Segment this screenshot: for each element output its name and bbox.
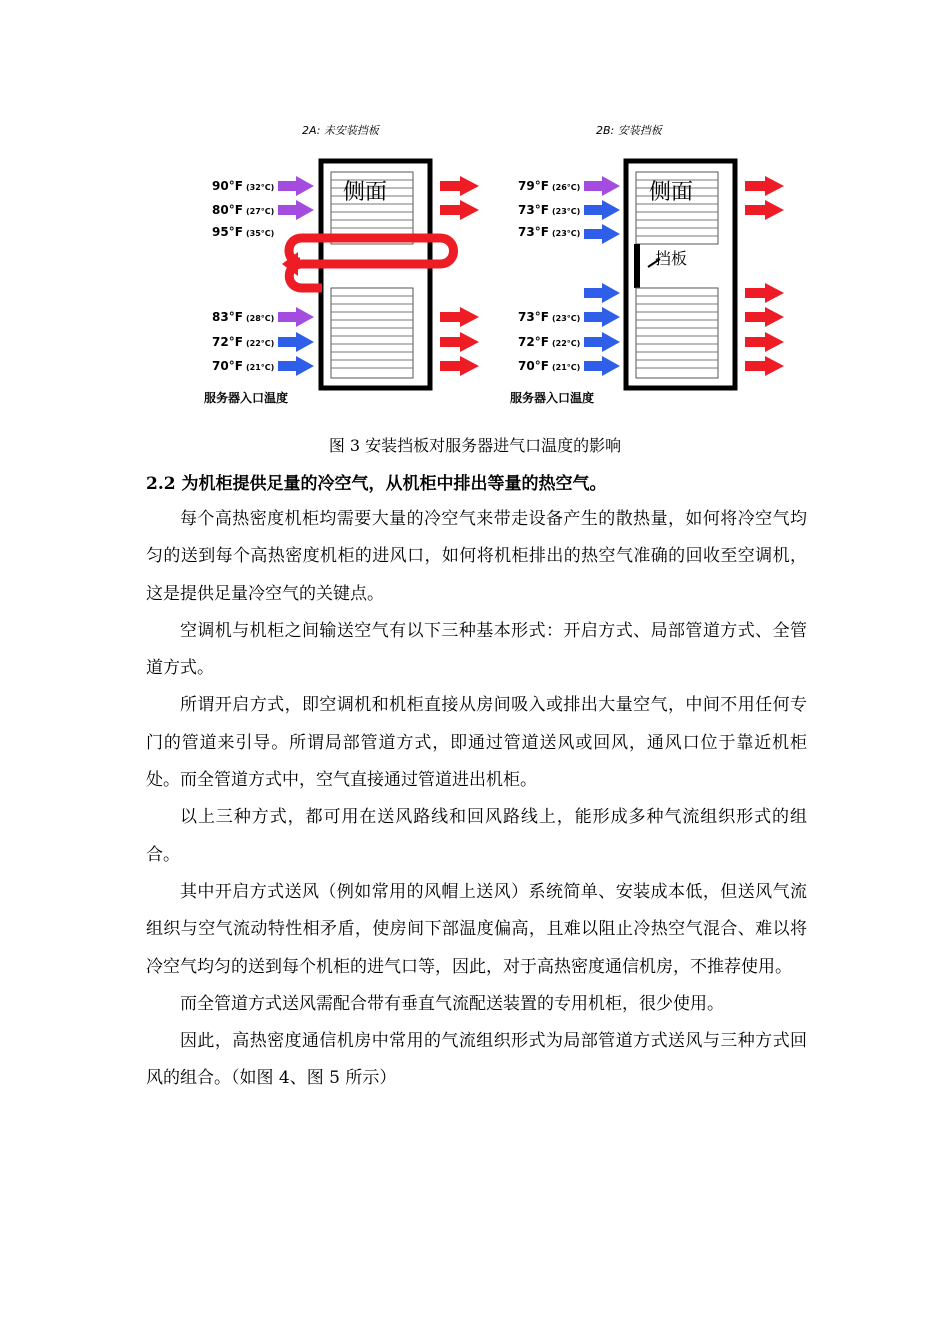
paragraph: 所谓开启方式，即空调机和机柜直接从房间吸入或排出大量空气，中间不用任何专门的管道来引导。所谓局部管道方式，即通过管道送风或回风，通风口位于靠近机柜处。而全管道方式中，空气直接通过管道进出机柜。 [146, 695, 807, 791]
paragraph: 因此，高热密度通信机房中常用的气流组织形式为局部管道方式送风与三种方式回风的组合。（如图 4、图 5 所示） [146, 1031, 807, 1089]
footer-b: 服务器入口温度 [510, 391, 595, 405]
server-stack-a-lower [331, 288, 413, 378]
temp-labels-a-top [212, 179, 274, 239]
footer-a: 服务器入口温度 [204, 391, 289, 405]
baffle [634, 244, 640, 288]
svg-text:83°F: 83°F [212, 310, 243, 324]
temp-labels-b-bottom [518, 310, 580, 373]
inlet-arrows-a-bottom [278, 307, 314, 376]
svg-text:80°F: 80°F [212, 203, 243, 217]
svg-text:73°F: 73°F [518, 310, 549, 324]
svg-text:(32°C): (32°C) [246, 183, 275, 192]
svg-text:(21°C): (21°C) [246, 363, 275, 372]
temp-labels-b-top [518, 179, 580, 239]
svg-text:(27°C): (27°C) [246, 207, 275, 216]
section-heading: 2.2 为机柜提供足量的冷空气，从机柜中排出等量的热空气。 [146, 474, 607, 494]
inlet-arrows-b-top [584, 176, 620, 244]
paragraph: 每个高热密度机柜均需要大量的冷空气来带走设备产生的散热量，如何将冷空气均匀的送到每个高热密度机柜的进风口，如何将机柜排出的热空气准确的回收至空调机，这是提供足量冷空气的关键点。 [146, 509, 807, 604]
temp-labels-a-bottom [212, 310, 274, 373]
svg-text:90°F: 90°F [212, 179, 243, 193]
side-label-a: 侧面 [343, 180, 388, 205]
svg-text:72°F: 72°F [518, 335, 549, 349]
baffle-label: 挡板 [655, 249, 688, 268]
svg-text:(23°C): (23°C) [552, 314, 581, 323]
paragraph: 而全管道方式送风需配合带有垂直气流配送装置的专用机柜，很少使用。 [180, 993, 724, 1014]
paragraph: 空调机与机柜之间输送空气有以下三种基本形式：开启方式、局部管道方式、全管道方式。 [146, 620, 807, 679]
svg-text:(21°C): (21°C) [552, 363, 581, 372]
airflow-figure [190, 112, 800, 417]
svg-text:(35°C): (35°C) [246, 229, 275, 238]
svg-text:(23°C): (23°C) [552, 229, 581, 238]
svg-text:(26°C): (26°C) [552, 183, 581, 192]
svg-text:(28°C): (28°C) [246, 314, 275, 323]
panel-b-title: 2B: 安装挡板 [596, 124, 662, 137]
server-stack-b-lower [636, 288, 718, 378]
svg-text:(23°C): (23°C) [552, 207, 581, 216]
paragraph: 其中开启方式送风（例如常用的风帽上送风）系统简单、安装成本低，但送风气流组织与空气流动特性相矛盾，使房间下部温度偏高，且难以阻止冷热空气混合、难以将冷空气均匀的送到每个机柜的进气口等，因此，对于高热密度通信机房，不推荐使用。 [146, 881, 807, 977]
svg-text:70°F: 70°F [212, 359, 243, 373]
svg-text:(22°C): (22°C) [246, 339, 275, 348]
paragraph: 以上三种方式，都可用在送风路线和回风路线上，能形成多种气流组织形式的组合。 [146, 807, 807, 865]
svg-text:79°F: 79°F [518, 179, 549, 193]
airflow-diagram [190, 112, 800, 417]
svg-text:95°F: 95°F [212, 225, 243, 239]
svg-text:73°F: 73°F [518, 225, 549, 239]
exhaust-arrows-b [745, 176, 784, 376]
svg-text:(22°C): (22°C) [552, 339, 581, 348]
svg-text:72°F: 72°F [212, 335, 243, 349]
svg-text:73°F: 73°F [518, 203, 549, 217]
side-label-b: 侧面 [649, 180, 694, 205]
panel-a-title: 2A: 未安装挡板 [302, 124, 379, 137]
body-text [146, 501, 807, 1098]
inlet-arrows-b-bottom [584, 283, 620, 376]
exhaust-arrows-a [440, 176, 479, 376]
figure-caption: 图 3 安装挡板对服务器进气口温度的影响 [328, 436, 622, 455]
inlet-arrows-a-top [278, 176, 314, 220]
svg-text:70°F: 70°F [518, 359, 549, 373]
